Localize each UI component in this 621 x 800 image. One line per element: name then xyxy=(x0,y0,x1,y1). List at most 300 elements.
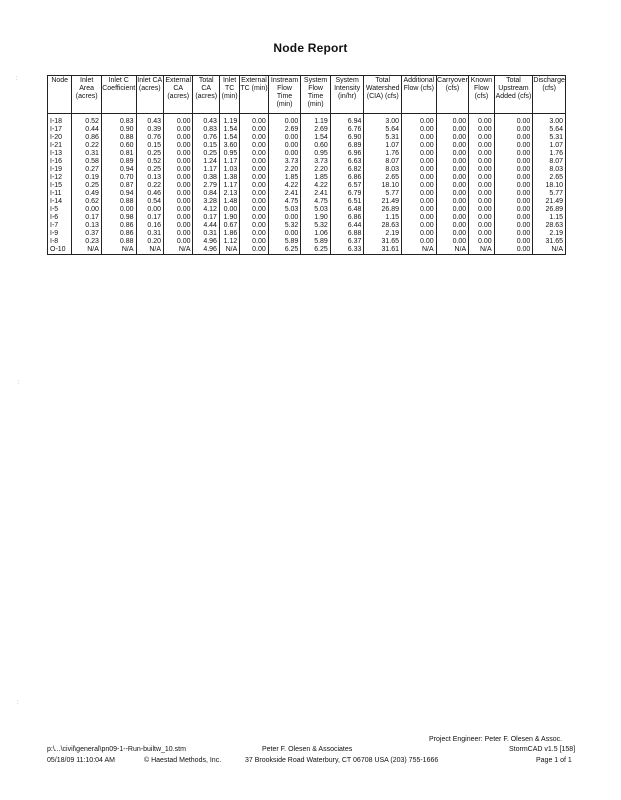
table-cell: 2.19 xyxy=(364,230,402,238)
table-cell: N/A xyxy=(402,246,437,255)
node-id-cell: I-18 xyxy=(48,114,72,127)
table-cell: 0.00 xyxy=(402,206,437,214)
table-cell: 1.38 xyxy=(219,174,239,182)
table-cell: 0.00 xyxy=(219,206,239,214)
table-cell: 4.75 xyxy=(301,198,331,206)
table-cell: 0.00 xyxy=(494,198,533,206)
table-cell: 0.60 xyxy=(101,142,136,150)
table-cell: 0.00 xyxy=(268,142,301,150)
table-cell: 0.95 xyxy=(301,150,331,158)
table-cell: 0.00 xyxy=(436,126,469,134)
table-cell: 26.89 xyxy=(533,206,566,214)
table-cell: 3.73 xyxy=(268,158,301,166)
table-cell: 0.00 xyxy=(436,158,469,166)
table-cell: 0.00 xyxy=(240,142,268,150)
table-cell: 0.00 xyxy=(240,230,268,238)
footer-address: 37 Brookside Road Waterbury, CT 06708 USA (203) 755-1666 xyxy=(245,757,439,764)
table-cell: 0.43 xyxy=(136,114,163,127)
table-cell: 1.19 xyxy=(219,114,239,127)
table-cell: 6.57 xyxy=(330,182,364,190)
table-cell: 0.00 xyxy=(436,134,469,142)
table-row xyxy=(48,230,566,238)
footer-copyright: © Haestad Methods, Inc. xyxy=(144,757,222,764)
table-cell: 8.07 xyxy=(533,158,566,166)
table-row xyxy=(48,158,566,166)
table-cell: 0.88 xyxy=(101,134,136,142)
table-body xyxy=(48,114,566,255)
table-cell: 0.00 xyxy=(240,246,268,255)
table-cell: 6.76 xyxy=(330,126,364,134)
node-report-table xyxy=(47,75,566,255)
table-cell: 0.00 xyxy=(494,150,533,158)
table-cell: 6.90 xyxy=(330,134,364,142)
table-cell: 0.00 xyxy=(240,182,268,190)
column-header: System Intensity (in/hr) xyxy=(330,76,364,114)
table-cell: 0.00 xyxy=(163,206,193,214)
table-cell: 2.41 xyxy=(301,190,331,198)
table-cell: 0.00 xyxy=(163,114,193,127)
table-cell: 0.00 xyxy=(494,214,533,222)
column-header: Node xyxy=(48,76,72,114)
table-cell: 1.06 xyxy=(301,230,331,238)
table-row xyxy=(48,190,566,198)
table-cell: 0.00 xyxy=(469,230,494,238)
table-cell: 3.00 xyxy=(533,114,566,127)
table-cell: 5.64 xyxy=(533,126,566,134)
table-cell: 0.00 xyxy=(402,190,437,198)
table-row xyxy=(48,134,566,142)
table-cell: 4.96 xyxy=(193,238,219,246)
table-cell: 0.00 xyxy=(240,214,268,222)
table-cell: 0.00 xyxy=(240,198,268,206)
table-cell: 0.86 xyxy=(101,230,136,238)
table-cell: 6.88 xyxy=(330,230,364,238)
table-cell: 6.79 xyxy=(330,190,364,198)
table-cell: 1.19 xyxy=(301,114,331,127)
table-cell: 0.00 xyxy=(402,150,437,158)
table-cell: 3.00 xyxy=(364,114,402,127)
column-header: Total Upstream Added (cfs) xyxy=(494,76,533,114)
table-cell: 0.00 xyxy=(469,174,494,182)
table-cell: 0.00 xyxy=(402,114,437,127)
table-cell: 0.00 xyxy=(268,150,301,158)
node-id-cell: I-7 xyxy=(48,222,72,230)
table-cell: 0.00 xyxy=(268,230,301,238)
table-cell: 6.51 xyxy=(330,198,364,206)
table-cell: 1.17 xyxy=(193,166,219,174)
table-cell: N/A xyxy=(163,246,193,255)
table-cell: 1.24 xyxy=(193,158,219,166)
table-cell: 0.89 xyxy=(101,158,136,166)
table-cell: 0.00 xyxy=(402,126,437,134)
table-cell: 0.00 xyxy=(163,190,193,198)
table-row xyxy=(48,182,566,190)
table-cell: 0.27 xyxy=(72,166,102,174)
table-cell: 1.90 xyxy=(219,214,239,222)
column-header: External CA (acres) xyxy=(163,76,193,114)
column-header: Total Watershed (CIA) (cfs) xyxy=(364,76,402,114)
table-cell: 2.13 xyxy=(219,190,239,198)
table-cell: 4.22 xyxy=(301,182,331,190)
table-cell: 1.17 xyxy=(219,158,239,166)
table-row xyxy=(48,126,566,134)
table-cell: 0.38 xyxy=(193,174,219,182)
table-cell: 0.00 xyxy=(469,222,494,230)
table-cell: 5.31 xyxy=(533,134,566,142)
table-cell: 4.44 xyxy=(193,222,219,230)
table-cell: 0.00 xyxy=(72,206,102,214)
table-cell: 4.12 xyxy=(193,206,219,214)
table-cell: 6.48 xyxy=(330,206,364,214)
table-cell: 4.75 xyxy=(268,198,301,206)
table-cell: 0.00 xyxy=(436,206,469,214)
scan-mark: : xyxy=(18,380,20,386)
table-cell: 0.00 xyxy=(136,206,163,214)
table-row xyxy=(48,166,566,174)
table-cell: 0.70 xyxy=(101,174,136,182)
table-cell: 0.00 xyxy=(469,158,494,166)
table-cell: 0.00 xyxy=(494,134,533,142)
table-header-row xyxy=(48,76,566,114)
table-cell: 0.16 xyxy=(136,222,163,230)
node-id-cell: I-14 xyxy=(48,198,72,206)
table-cell: 0.00 xyxy=(163,222,193,230)
table-cell: 6.44 xyxy=(330,222,364,230)
table-cell: 2.19 xyxy=(533,230,566,238)
table-cell: 2.65 xyxy=(364,174,402,182)
table-cell: 2.69 xyxy=(268,126,301,134)
table-cell: 0.90 xyxy=(101,126,136,134)
table-cell: 0.00 xyxy=(436,198,469,206)
footer-page-number: Page 1 of 1 xyxy=(536,757,572,764)
table-cell: 0.00 xyxy=(163,214,193,222)
table-cell: 0.00 xyxy=(436,114,469,127)
table-cell: 0.00 xyxy=(494,158,533,166)
table-cell: 0.00 xyxy=(163,142,193,150)
node-id-cell: I-12 xyxy=(48,174,72,182)
table-cell: 0.00 xyxy=(163,238,193,246)
table-cell: 0.87 xyxy=(101,182,136,190)
column-header: Additional Flow (cfs) xyxy=(402,76,437,114)
table-cell: 0.52 xyxy=(72,114,102,127)
node-id-cell: I-16 xyxy=(48,158,72,166)
node-id-cell: I-21 xyxy=(48,142,72,150)
table-cell: 0.00 xyxy=(240,150,268,158)
table-cell: 18.10 xyxy=(533,182,566,190)
table-row xyxy=(48,206,566,214)
table-cell: N/A xyxy=(436,246,469,255)
table-cell: 1.12 xyxy=(219,238,239,246)
table-cell: 6.63 xyxy=(330,158,364,166)
table-cell: 0.00 xyxy=(494,142,533,150)
table-cell: 0.00 xyxy=(469,238,494,246)
table-cell: 0.00 xyxy=(436,190,469,198)
table-cell: 5.77 xyxy=(364,190,402,198)
table-cell: 0.67 xyxy=(219,222,239,230)
table-cell: 0.00 xyxy=(402,214,437,222)
table-cell: 0.00 xyxy=(163,126,193,134)
table-row xyxy=(48,198,566,206)
table-cell: 0.00 xyxy=(163,158,193,166)
table-cell: 0.52 xyxy=(136,158,163,166)
table-cell: 18.10 xyxy=(364,182,402,190)
table-cell: 0.00 xyxy=(469,214,494,222)
table-cell: 6.86 xyxy=(330,214,364,222)
footer-software: StormCAD v1.5 [158] xyxy=(509,746,576,753)
table-cell: 0.00 xyxy=(163,150,193,158)
table-cell: 1.85 xyxy=(301,174,331,182)
table-cell: 1.17 xyxy=(219,182,239,190)
table-cell: 2.79 xyxy=(193,182,219,190)
report-title: Node Report xyxy=(273,41,348,55)
table-cell: 0.00 xyxy=(436,142,469,150)
table-cell: 0.00 xyxy=(494,222,533,230)
table-cell: 0.60 xyxy=(301,142,331,150)
column-header: Carryover (cfs) xyxy=(436,76,469,114)
table-cell: 0.58 xyxy=(72,158,102,166)
footer-engineer: Project Engineer: Peter F. Olesen & Assoc. xyxy=(429,736,563,743)
table-cell: N/A xyxy=(101,246,136,255)
table-cell: 0.00 xyxy=(268,134,301,142)
table-cell: 0.00 xyxy=(494,206,533,214)
table-cell: 6.86 xyxy=(330,174,364,182)
table-cell: 1.85 xyxy=(268,174,301,182)
column-header: Known Flow (cfs) xyxy=(469,76,494,114)
table-cell: 1.86 xyxy=(219,230,239,238)
table-cell: 0.00 xyxy=(469,142,494,150)
table-cell: 6.89 xyxy=(330,142,364,150)
node-id-cell: I-20 xyxy=(48,134,72,142)
table-cell: 0.00 xyxy=(163,198,193,206)
table-cell: 5.89 xyxy=(268,238,301,246)
table-cell: 0.00 xyxy=(436,166,469,174)
column-header: Inlet TC (min) xyxy=(219,76,239,114)
table-cell: 0.00 xyxy=(494,238,533,246)
table-cell: 2.41 xyxy=(268,190,301,198)
table-cell: 1.15 xyxy=(364,214,402,222)
footer-file-path: p:\...\civil\general\pn09-1--Run-builtw_10.stm xyxy=(47,746,186,753)
table-cell: 2.65 xyxy=(533,174,566,182)
column-header: System Flow Time (min) xyxy=(301,76,331,114)
table-cell: N/A xyxy=(72,246,102,255)
table-cell: 0.00 xyxy=(240,114,268,127)
table-cell: 8.03 xyxy=(533,166,566,174)
table-cell: 0.84 xyxy=(193,190,219,198)
scan-mark: : xyxy=(16,76,18,82)
table-cell: 0.13 xyxy=(136,174,163,182)
table-cell: 0.00 xyxy=(163,134,193,142)
node-id-cell: I-8 xyxy=(48,238,72,246)
table-cell: 0.00 xyxy=(469,114,494,127)
table-cell: 0.00 xyxy=(469,182,494,190)
table-cell: 0.00 xyxy=(402,174,437,182)
table-cell: 21.49 xyxy=(364,198,402,206)
table-row xyxy=(48,246,566,255)
table-cell: 5.31 xyxy=(364,134,402,142)
table-cell: 0.00 xyxy=(469,126,494,134)
node-id-cell: I-19 xyxy=(48,166,72,174)
node-id-cell: O-10 xyxy=(48,246,72,255)
table-cell: 0.00 xyxy=(268,114,301,127)
table-cell: 0.31 xyxy=(72,150,102,158)
table-row xyxy=(48,174,566,182)
table-cell: 0.00 xyxy=(240,174,268,182)
table-cell: 0.88 xyxy=(101,238,136,246)
table-cell: 0.00 xyxy=(402,142,437,150)
table-cell: 0.00 xyxy=(494,190,533,198)
table-cell: 1.03 xyxy=(219,166,239,174)
table-cell: 1.54 xyxy=(219,134,239,142)
table-cell: 0.25 xyxy=(136,166,163,174)
footer-firm: Peter F. Olesen & Associates xyxy=(262,746,353,753)
table-cell: 0.22 xyxy=(136,182,163,190)
table-cell: 0.00 xyxy=(163,182,193,190)
table-cell: 0.00 xyxy=(494,166,533,174)
table-cell: 0.00 xyxy=(402,182,437,190)
table-cell: 4.96 xyxy=(193,246,219,255)
table-cell: 2.20 xyxy=(268,166,301,174)
table-cell: 1.76 xyxy=(533,150,566,158)
table-cell: 26.89 xyxy=(364,206,402,214)
node-id-cell: I-17 xyxy=(48,126,72,134)
table-cell: 0.00 xyxy=(402,198,437,206)
table-cell: 5.64 xyxy=(364,126,402,134)
table-cell: 0.31 xyxy=(136,230,163,238)
table-row xyxy=(48,142,566,150)
table-cell: 0.25 xyxy=(136,150,163,158)
table-cell: 0.00 xyxy=(240,222,268,230)
table-cell: 0.00 xyxy=(494,174,533,182)
node-id-cell: I-15 xyxy=(48,182,72,190)
table-cell: 0.98 xyxy=(101,214,136,222)
table-cell: 0.39 xyxy=(136,126,163,134)
node-id-cell: I-9 xyxy=(48,230,72,238)
table-cell: 0.17 xyxy=(72,214,102,222)
table-cell: 0.00 xyxy=(268,214,301,222)
node-id-cell: I-13 xyxy=(48,150,72,158)
table-cell: 0.83 xyxy=(193,126,219,134)
table-cell: 0.00 xyxy=(240,190,268,198)
table-cell: 0.00 xyxy=(436,214,469,222)
table-cell: 1.15 xyxy=(533,214,566,222)
table-cell: 3.60 xyxy=(219,142,239,150)
table-row xyxy=(48,150,566,158)
table-cell: 0.44 xyxy=(72,126,102,134)
table-cell: 21.49 xyxy=(533,198,566,206)
table-cell: 0.25 xyxy=(72,182,102,190)
table-cell: 5.03 xyxy=(268,206,301,214)
table-cell: 4.22 xyxy=(268,182,301,190)
table-cell: 0.49 xyxy=(72,190,102,198)
table-cell: 0.86 xyxy=(72,134,102,142)
table-cell: 0.83 xyxy=(101,114,136,127)
table-cell: 5.32 xyxy=(301,222,331,230)
table-cell: N/A xyxy=(469,246,494,255)
table-cell: 0.00 xyxy=(436,150,469,158)
table-cell: 3.28 xyxy=(193,198,219,206)
table-cell: 0.31 xyxy=(193,230,219,238)
table-cell: 0.00 xyxy=(436,174,469,182)
table-cell: 6.82 xyxy=(330,166,364,174)
table-cell: 1.48 xyxy=(219,198,239,206)
table-cell: 0.00 xyxy=(402,230,437,238)
table-cell: 0.19 xyxy=(72,174,102,182)
table-cell: 0.20 xyxy=(136,238,163,246)
table-cell: 0.00 xyxy=(240,238,268,246)
table-row xyxy=(48,238,566,246)
table-cell: 6.37 xyxy=(330,238,364,246)
table-cell: 0.15 xyxy=(136,142,163,150)
table-cell: 1.07 xyxy=(533,142,566,150)
table-row xyxy=(48,214,566,222)
table-cell: 0.00 xyxy=(402,166,437,174)
table-cell: 0.00 xyxy=(402,238,437,246)
table-cell: 0.15 xyxy=(193,142,219,150)
table-cell: 5.89 xyxy=(301,238,331,246)
table-cell: 0.94 xyxy=(101,166,136,174)
table-cell: 0.00 xyxy=(469,166,494,174)
column-header: Inlet CA (acres) xyxy=(136,76,163,114)
table-cell: 0.81 xyxy=(101,150,136,158)
table-cell: 0.00 xyxy=(469,190,494,198)
table-cell: 0.00 xyxy=(163,166,193,174)
column-header: Total CA (acres) xyxy=(193,76,219,114)
table-cell: 0.88 xyxy=(101,198,136,206)
table-cell: 0.00 xyxy=(469,134,494,142)
table-cell: 28.63 xyxy=(533,222,566,230)
table-cell: 0.00 xyxy=(494,246,533,255)
table-cell: 0.00 xyxy=(402,222,437,230)
table-cell: 0.00 xyxy=(469,150,494,158)
table-cell: 0.00 xyxy=(163,230,193,238)
table-cell: 0.23 xyxy=(72,238,102,246)
column-header: External TC (min) xyxy=(240,76,268,114)
table-cell: 0.37 xyxy=(72,230,102,238)
table-cell: 5.77 xyxy=(533,190,566,198)
table-cell: 0.00 xyxy=(436,230,469,238)
table-cell: 6.33 xyxy=(330,246,364,255)
table-cell: 0.54 xyxy=(136,198,163,206)
table-cell: 0.00 xyxy=(494,182,533,190)
table-cell: N/A xyxy=(219,246,239,255)
table-cell: 0.00 xyxy=(101,206,136,214)
table-cell: 0.00 xyxy=(436,222,469,230)
table-cell: 2.69 xyxy=(301,126,331,134)
table-cell: 1.54 xyxy=(219,126,239,134)
table-cell: 0.00 xyxy=(240,134,268,142)
table-cell: 0.00 xyxy=(240,206,268,214)
table-cell: 0.25 xyxy=(193,150,219,158)
table-cell: 0.00 xyxy=(436,238,469,246)
table-cell: 0.17 xyxy=(193,214,219,222)
table-cell: 5.03 xyxy=(301,206,331,214)
table-cell: 1.54 xyxy=(301,134,331,142)
table-cell: 0.00 xyxy=(402,134,437,142)
table-row xyxy=(48,222,566,230)
table-cell: 31.65 xyxy=(533,238,566,246)
table-cell: 1.07 xyxy=(364,142,402,150)
table-cell: 5.32 xyxy=(268,222,301,230)
table-cell: 31.65 xyxy=(364,238,402,246)
table-cell: 0.00 xyxy=(494,230,533,238)
table-cell: 0.17 xyxy=(136,214,163,222)
node-id-cell: I-6 xyxy=(48,214,72,222)
table-cell: 3.73 xyxy=(301,158,331,166)
table-cell: 0.86 xyxy=(101,222,136,230)
table-cell: 0.62 xyxy=(72,198,102,206)
column-header: Discharge (cfs) xyxy=(533,76,566,114)
scan-mark: : xyxy=(17,700,19,706)
